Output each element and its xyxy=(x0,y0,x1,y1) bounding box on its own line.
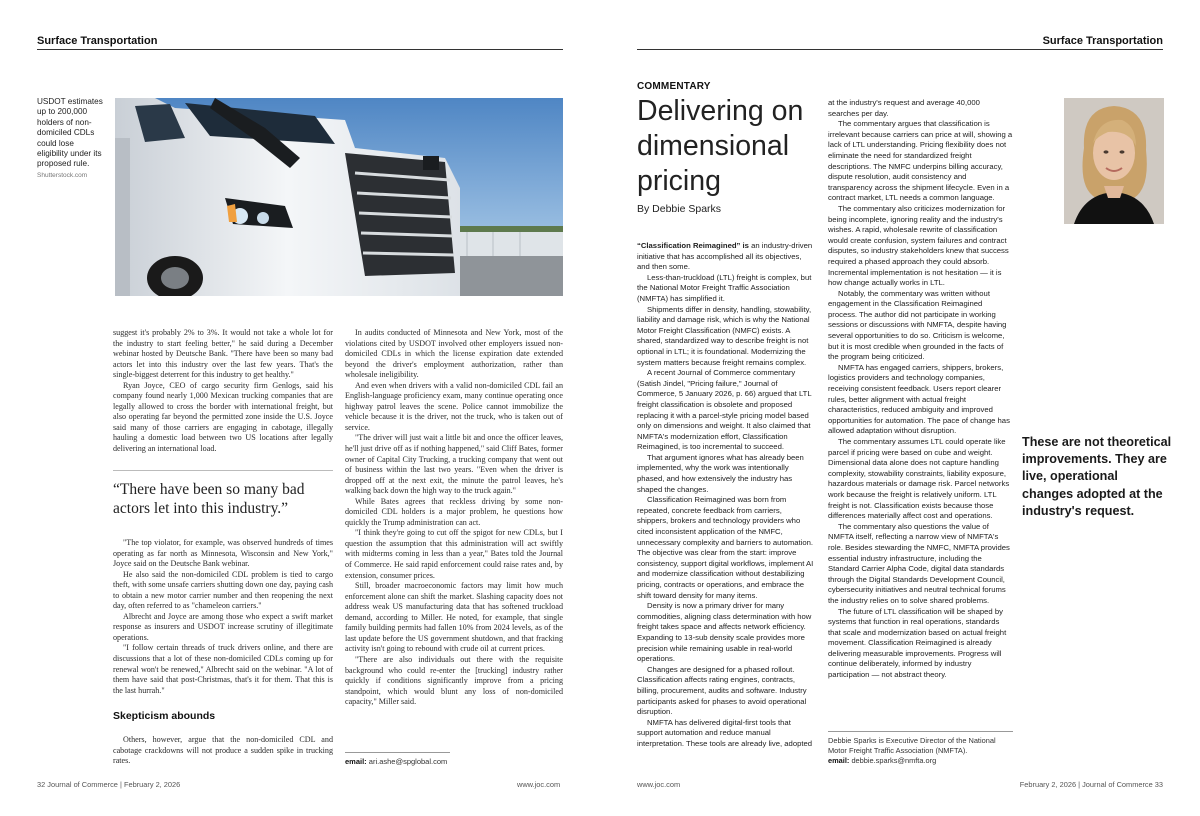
paragraph: Notably, the commentary was written without engagement in the Classification Reimagined process. The author did not participate in working sessions or discussions with NMFTA, despite having several opportunities to do so. Criticism is welcome, but it is most credible when grounded in the facts of the program being criticized. xyxy=(828,288,1007,362)
caption-text: USDOT estimates up to 200,000 holders of non-domiciled CDLs could lose eligibility under its proposed rule. xyxy=(37,97,103,169)
email-rule xyxy=(345,752,450,753)
paragraph: "There are also individuals out there with the requisite background who could re-enter the [trucking] industry rather quickly if conditions significantly improve from a pricing standpoint, which would blunt any loss of non-domiciled capacity," Miller said. xyxy=(345,654,563,707)
paragraph: The commentary also criticizes modernization for being incomplete, ignoring reality and the industry's wishes. A rapid, wholesale rewrite of classification would create confusion, system failures and contract disputes, so industry stakeholders knew that success required a phased approach they could absorb. Incremental implementation is not hesitation — it is how change actually works in LTL. xyxy=(828,203,1009,288)
left-column-1c xyxy=(113,735,333,767)
left-column-2 xyxy=(345,328,563,708)
pullquote-rule xyxy=(113,470,333,471)
section-header: Surface Transportation xyxy=(37,35,158,47)
right-column-1 xyxy=(637,241,815,750)
email-link[interactable]: debbie.sparks@nmfta.org xyxy=(851,755,937,765)
author-headshot xyxy=(1064,98,1164,224)
paragraph: Shipments differ in density, handling, stowability, liability and damage risk, which is why the National Motor Freight Classification (NMFC) exists. A shared, standardized way to describe freight is not optional in LTL; it is foundational. Modernizing the system matters because freight remains complex. xyxy=(637,304,812,367)
lead-paragraph xyxy=(637,241,815,273)
byline: By Debbie Sparks xyxy=(637,203,722,215)
bio-text: Debbie Sparks is Executive Director of the National Motor Freight Traffic Association (NMFTA). xyxy=(828,736,996,755)
left-column-1b xyxy=(113,538,333,696)
paragraph: at the industry's request and average 40,000 searches per day. xyxy=(828,98,980,118)
author-bio xyxy=(828,731,1013,765)
paragraph: In audits conducted of Minnesota and New York, most of the violations cited by USDOT involved other employers issued non-domiciled CDLs in which the license expiration date extended beyond the driver's employment authorization, rather than wholesale ineligibility. xyxy=(345,328,563,380)
paragraph: NMFTA has engaged carriers, shippers, brokers, logistics providers and technology companies, receiving consistent feedback. Users report clearer rules, better alignment with actual freight characteristics, reduced ambiguity and improved opportunities for automation. The pace of change has allowed adaptation without disruption. xyxy=(828,362,1010,436)
footer-url[interactable]: www.joc.com xyxy=(637,780,681,789)
lead-bold: “Classification Reimagined” is xyxy=(637,241,749,250)
paragraph: Ryan Joyce, CEO of cargo security firm Genlogs, said his company found nearly 1,000 Mexican trucking companies that are legally allowed to cross the border with international freight, but also operating far beyond the permitted zone inside the U.S. Joyce said many of those carriers are engaging in cabotage, illegally hauling a domestic load between two US locations after legally delivering an international load. xyxy=(113,380,333,454)
paragraph: He also said the non-domiciled CDL problem is tied to cargo theft, with some unsafe carriers shutting down one day, paying cash to obtain a new motor carrier number and then reopening the next day, often referred to as "chameleon carriers." xyxy=(113,569,333,611)
paragraph: Less-than-truckload (LTL) freight is complex, but the National Motor Freight Traffic Association (NMFTA) has simplified it. xyxy=(637,272,812,303)
left-column-1 xyxy=(113,328,333,455)
right-column-2 xyxy=(828,98,1013,681)
footer-right: February 2, 2026 | Journal of Commerce 33 xyxy=(1019,780,1163,789)
paragraph: That argument ignores what has already been implemented, why the work was intentionally phased, and how extensively the industry has shaped the changes. xyxy=(637,452,804,494)
paragraph: "The driver will just wait a little bit and once the officer leaves, he'll just drive off as if nothing happened," said Cliff Bates, former owner of Capital City Trucking, a trucking company that went out of business within the last two years. "Even when the driver is dropped off at the next exit, the minute the patrol leaves, he's walking back down the high way to the truck again." xyxy=(345,433,563,496)
email-label: email: xyxy=(828,755,850,765)
paragraph: Albrecht and Joyce are among those who expect a swift market response as insurers and USDOT increase scrutiny of illegitimate operations. xyxy=(113,611,333,642)
paragraph: A recent Journal of Commerce commentary (Satish Jindel, "Pricing failure," Journal of Commerce, 5 January 2026, p. 66) argued that LTL freight classification is obsolete and proposed replacing it with a parcel-style pricing model based only on dimensions and weight. It also claimed that NMFTA's modernization effort, Classification Reimagined, is too incremental to succeed. xyxy=(637,368,812,452)
author-email xyxy=(345,757,447,766)
footer-url[interactable]: www.joc.com xyxy=(517,780,561,789)
paragraph: Changes are designed for a phased rollout. Classification affects rating engines, contracts, billing, procurement, audits and software. Industry participants asked for phases to avoid operational disruption. xyxy=(637,664,807,717)
paragraph: suggest it's probably 2% to 3%. It would not take a whole lot for the industry to start feeling better," he said during a December webinar hosted by Deutsche Bank. "There have been so many bad actors let into this industry over the last few years. That's the single-biggest deterrent for this industry to get healthy." xyxy=(113,328,333,380)
paragraph: "I think they're going to cut off the spigot for new CDLs, but I question the assumption that this administration will act swiftly with midterms coming in less than a year," Bates told the Journal of Commerce. He said rapid enforcement could raise rates and, by extension, consumer prices. xyxy=(345,528,563,580)
section-header: Surface Transportation xyxy=(1042,35,1163,47)
paragraph: The commentary also questions the value of NMFTA itself, reflecting a narrow view of NMFTA's role. Besides stewarding the NMFC, NMFTA provides essential industry infrastructure, including the Standard Carrier Alpha Code, digital data standards through the Digital Standards Development Council, cybersecurity initiatives and neutral technical forums the industry relies on to solve shared problems. xyxy=(828,521,1010,605)
paragraph: "I follow certain threads of truck drivers online, and there are discussions that a lot of these non-domiciled CDLs coming up for renewal won't be renewed," Albrecht said on the webinar. "A lot of them have said that post-Christmas, that's it for them. That this is the last hurrah." xyxy=(113,643,333,695)
headline: Delivering on dimensional pricing xyxy=(637,95,804,197)
paragraph: And even when drivers with a valid non-domiciled CDL fail an English-language proficiency exam, many continue operating once highway patrol leaves the scene. Police cannot immobilize the vehicle because it is the driver, not the truck, who is taken out of service. xyxy=(345,380,563,432)
email-label: email: xyxy=(345,757,367,766)
subhead: Skepticism abounds xyxy=(113,710,216,722)
photo-caption xyxy=(37,97,107,181)
truck-photo xyxy=(115,98,563,296)
header-rule xyxy=(37,49,563,50)
paragraph: Still, broader macroeconomic factors may limit how much enforcement alone can shift the market. Slashing capacity does not address weak US manufacturing data that has softened truckload demand, according to Miller. He noted, for example, that single family building permits had fallen 10% from 2024 levels, as of the last update before the US government shutdown, and that fracking activity isn't going to rebound with crude oil at current prices. xyxy=(345,581,563,654)
pull-quote: “There have been so many bad actors let into this industry.” xyxy=(113,481,305,517)
paragraph: Others, however, argue that the non-domiciled CDL and cabotage crackdowns will not produce a sudden spike in trucking rates. xyxy=(113,735,333,766)
paragraph: The commentary argues that classification is irrelevant because carriers can price at will, showing a lack of LTL understanding. Pricing flexibility does not eliminate the need for standardized freight descriptions. The NMFC underpins billing accuracy, dispute resolution, audit consistency and transparency across the shipment lifecycle. Even in a contract market, LTL needs a common language. xyxy=(828,119,1013,203)
photo-credit: Shutterstock.com xyxy=(37,171,88,179)
paragraph: The commentary assumes LTL could operate like parcel if pricing were based on cube and weight. Dimensional data alone does not capture handling complexity, stowability constraints, liability exposure, hazardous materials or damage risk. Parcel networks work because the freight is relatively uniform. LTL freight is not. Classification exists because those differences materially affect cost and operations. xyxy=(828,437,1010,521)
paragraph: Density is now a primary driver for many commodities, aligning class determination with how freight takes space and affects network efficiency. Expanding to 13-sub density scale provides more precision while remaining usable in real-world operations. xyxy=(637,601,812,664)
paragraph: The future of LTL classification will be shaped by systems that function in real operations, standards that scale and modernization based on actual freight movement. Classification Reimagined is already delivering measurable improvements. Progress will continue deliberately, informed by industry participation — not abstract theory. xyxy=(828,606,1007,680)
lead-rest: an industry-driven initiative that has accomplished all its objectives, and then some. xyxy=(637,241,813,272)
paragraph: "The top violator, for example, was observed hundreds of times operating as far north as Minnesota, Wisconsin and New York," Joyce said on the Deutsche Bank webinar. xyxy=(113,538,333,569)
header-rule xyxy=(637,49,1163,50)
kicker: COMMENTARY xyxy=(637,81,711,92)
email-link[interactable]: ari.ashe@spglobal.com xyxy=(368,757,448,766)
paragraph: NMFTA has delivered digital-first tools that support automation and reduce manual interpretation. These tools are already live, adopted xyxy=(637,717,813,748)
footer-left: 32 Journal of Commerce | February 2, 2026 xyxy=(37,780,181,789)
pull-quote: These are not theoretical improvements. They are live, operational changes adopted at the industry's request. xyxy=(1022,435,1172,518)
paragraph: Classification Reimagined was born from repeated, concrete feedback from carriers, shippers, brokers and technology providers who cited inconsistent application of the NMFC, unnecessary complexity and barriers to automation. The objective was clear from the start: improve consistency, support digital workflows, implement AI and modernize classification without destabilizing pricing, contracts or operations, and embrace the shift toward density for many items. xyxy=(637,495,814,600)
paragraph: While Bates agrees that reckless driving by some non-domiciled CDL holders is a major problem, he questions how quickly the Trump administration can act. xyxy=(345,496,563,527)
bio-email xyxy=(828,756,1013,766)
